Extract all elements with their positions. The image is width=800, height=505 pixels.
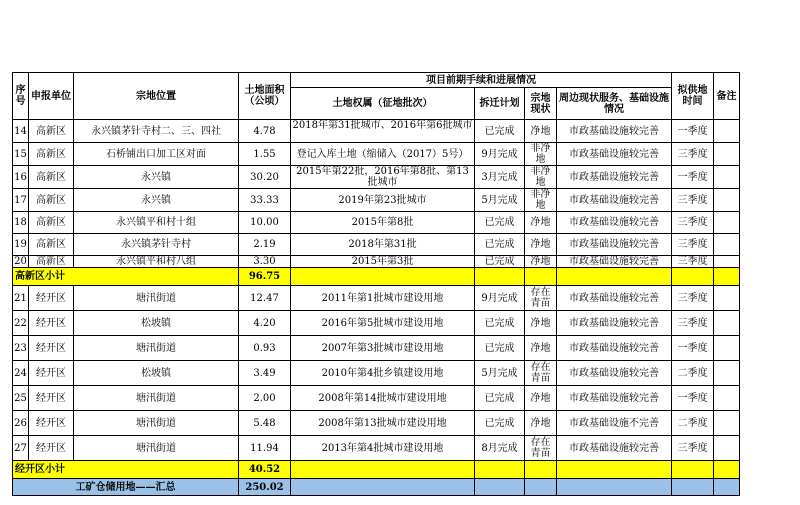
cell-supply-time: 二季度 — [672, 361, 714, 386]
cell-ownership: 2016年第5批城市建设用地 — [291, 311, 475, 336]
cell-remark — [714, 386, 740, 411]
cell-services: 市政基础设施较完善 — [557, 286, 672, 311]
cell-location: 塘汛街道 — [74, 286, 239, 311]
cell-seq: 23 — [13, 336, 29, 361]
cell-services: 市政基础设施较完善 — [557, 436, 672, 461]
cell-demolition: 已完成 — [475, 212, 525, 234]
cell-demolition: 9月完成 — [475, 143, 525, 166]
cell-location: 永兴镇茅针寺村二、三、四社 — [74, 120, 239, 143]
cell-supply-time: 三季度 — [672, 256, 714, 268]
cell-demolition: 已完成 — [475, 120, 525, 143]
cell-ownership: 2008年第13批城市建设用地 — [291, 411, 475, 436]
cell-status: 存在青苗 — [525, 286, 557, 311]
cell-seq: 16 — [13, 166, 29, 189]
cell-status: 净地 — [525, 336, 557, 361]
col-header-location: 宗地位置 — [74, 73, 239, 120]
cell-ownership: 2008年第14批城市建设用地 — [291, 386, 475, 411]
cell-remark — [714, 436, 740, 461]
cell-unit: 高新区 — [29, 256, 74, 268]
subtotal-label: 经开区小计 — [13, 461, 239, 479]
cell-status: 净地 — [525, 386, 557, 411]
cell-services: 市政基础设施较完善 — [557, 361, 672, 386]
cell-remark — [714, 336, 740, 361]
cell-seq: 24 — [13, 361, 29, 386]
cell-seq: 20 — [14, 256, 27, 267]
cell-area: 10.00 — [239, 212, 291, 234]
cell-location: 塘汛街道 — [74, 411, 239, 436]
cell-unit: 经开区 — [29, 311, 74, 336]
cell-ownership — [291, 166, 475, 189]
cell-supply-time: 三季度 — [672, 212, 714, 234]
cell-remark — [714, 234, 740, 256]
cell-remark — [714, 256, 740, 268]
cell-services: 市政基础设施较完善 — [557, 143, 672, 166]
cell-ownership: 2018年第31批 — [291, 234, 475, 256]
cell-services: 市政基础设施较完善 — [557, 189, 672, 212]
table-row — [13, 336, 740, 361]
subtotal-row — [13, 268, 740, 286]
cell-remark — [714, 120, 740, 143]
cell-unit: 经开区 — [29, 336, 74, 361]
cell-area: 5.48 — [239, 411, 291, 436]
cell-services: 市政基础设施较完善 — [557, 311, 672, 336]
table-row — [13, 212, 740, 234]
cell-status: 存在青苗 — [525, 361, 557, 386]
cell-seq: 15 — [13, 143, 29, 166]
cell-location: 塘汛街道 — [74, 436, 239, 461]
cell-unit: 经开区 — [29, 386, 74, 411]
cell-demolition: 5月完成 — [475, 361, 525, 386]
col-header-unit: 申报单位 — [29, 73, 74, 120]
cell-area: 4.20 — [239, 311, 291, 336]
cell-services: 市政基础设施较完善 — [557, 256, 672, 268]
cell-remark — [714, 212, 740, 234]
cell-status: 净地 — [525, 411, 557, 436]
cell-area: 2.00 — [239, 386, 291, 411]
cell-unit: 经开区 — [29, 361, 74, 386]
cell-location: 永兴镇 — [74, 189, 239, 212]
cell-status: 净地 — [525, 311, 557, 336]
subtotal-area: 96.75 — [239, 268, 291, 286]
cell-demolition: 已完成 — [475, 311, 525, 336]
cell-area: 1.55 — [239, 143, 291, 166]
cell-location: 塘汛街道 — [74, 336, 239, 361]
cell-status: 非净地 — [525, 166, 557, 189]
cell-seq: 25 — [13, 386, 29, 411]
cell-unit: 经开区 — [29, 411, 74, 436]
cell-supply-time: 一季度 — [672, 120, 714, 143]
col-header-ownership: 土地权属（征地批次） — [291, 88, 475, 120]
cell-remark — [714, 189, 740, 212]
table-row — [13, 256, 740, 268]
table-body — [13, 120, 740, 496]
cell-ownership: 2010年第4批乡镇建设用地 — [291, 361, 475, 386]
cell-area: 4.78 — [239, 120, 291, 143]
table-row — [13, 386, 740, 411]
cell-unit: 高新区 — [29, 234, 74, 256]
col-header-progress-group: 项目前期手续和进展情况 — [291, 73, 672, 88]
cell-ownership: 2015年第8批 — [291, 212, 475, 234]
cell-location: 永兴镇平和村八组 — [74, 256, 239, 268]
cell-seq: 21 — [13, 286, 29, 311]
table-row — [13, 436, 740, 461]
table-row — [13, 120, 740, 143]
cell-ownership-text: 2015年第22批，2016年第8批、第13批城市 — [296, 166, 469, 188]
cell-remark — [714, 361, 740, 386]
cell-area: 2.19 — [239, 234, 291, 256]
cell-status: 净地 — [525, 120, 557, 143]
cell-location: 松坡镇 — [74, 361, 239, 386]
cell-seq: 22 — [13, 311, 29, 336]
cell-seq: 14 — [13, 120, 29, 143]
cell-demolition: 已完成 — [475, 411, 525, 436]
cell-supply-time: 三季度 — [672, 143, 714, 166]
cell-demolition: 8月完成 — [475, 436, 525, 461]
subtotal-label: 高新区小计 — [13, 268, 239, 286]
cell-demolition: 已完成 — [475, 336, 525, 361]
table-row — [13, 286, 740, 311]
table-row — [13, 311, 740, 336]
cell-ownership: 2019年第23批城市 — [291, 189, 475, 212]
cell-status: 存在青苗 — [525, 436, 557, 461]
cell-area: 33.33 — [239, 189, 291, 212]
cell-unit: 经开区 — [29, 286, 74, 311]
cell-location: 永兴镇茅针寺村 — [74, 234, 239, 256]
cell-status: 净地 — [525, 234, 557, 256]
cell-status: 净地 — [525, 256, 557, 268]
cell-supply-time: 一季度 — [672, 386, 714, 411]
col-header-area: 土地面积（公顷） — [239, 73, 291, 120]
cell-services: 市政基础设施较完善 — [557, 234, 672, 256]
cell-remark — [714, 286, 740, 311]
cell-ownership — [291, 120, 475, 143]
grand-total-label: 工矿仓储用地——汇总 — [13, 479, 239, 496]
land-supply-table — [12, 72, 740, 496]
cell-unit: 高新区 — [29, 212, 74, 234]
col-header-services: 周边现状服务、基础设施情况 — [557, 88, 672, 120]
cell-area: 11.94 — [239, 436, 291, 461]
cell-location: 石桥铺出口加工区对面 — [74, 143, 239, 166]
cell-supply-time: 三季度 — [672, 436, 714, 461]
grand-total-row — [13, 479, 740, 496]
col-header-supply-time: 拟供地时间 — [672, 73, 714, 120]
cell-ownership: 2011年第1批城市建设用地 — [291, 286, 475, 311]
cell-remark — [714, 166, 740, 189]
cell-area: 30.20 — [239, 166, 291, 189]
cell-supply-time: 三季度 — [672, 189, 714, 212]
cell-area: 12.47 — [239, 286, 291, 311]
cell-demolition: 已完成 — [475, 386, 525, 411]
cell-services: 市政基础设施较完善 — [557, 212, 672, 234]
cell-seq: 18 — [13, 212, 29, 234]
cell-ownership: 登记入库土地（缩储入（2017）5号） — [291, 143, 475, 166]
cell-seq: 26 — [13, 411, 29, 436]
cell-demolition: 9月完成 — [475, 286, 525, 311]
col-header-demolition: 拆迁计划 — [475, 88, 525, 120]
col-header-status: 宗地现状 — [525, 88, 557, 120]
cell-ownership: 2015年第3批 — [291, 256, 475, 268]
col-header-seq: 序号 — [13, 73, 29, 120]
cell-seq: 27 — [13, 436, 29, 461]
cell-ownership: 2007年第3批城市建设用地 — [291, 336, 475, 361]
table-row — [13, 189, 740, 212]
cell-area: 3.30 — [239, 256, 291, 268]
cell-demolition: 3月完成 — [475, 166, 525, 189]
cell-supply-time: 三季度 — [672, 286, 714, 311]
cell-location: 永兴镇 — [74, 166, 239, 189]
cell-status: 非净地 — [525, 189, 557, 212]
cell-unit: 高新区 — [29, 166, 74, 189]
cell-location: 塘汛街道 — [74, 386, 239, 411]
cell-supply-time: 一季度 — [672, 336, 714, 361]
table-row — [13, 361, 740, 386]
cell-unit: 经开区 — [29, 436, 74, 461]
cell-ownership: 2013年第4批城市建设用地 — [291, 436, 475, 461]
grand-total-area: 250.02 — [239, 479, 291, 496]
cell-area: 3.49 — [239, 361, 291, 386]
cell-services: 市政基础设施较完善 — [557, 336, 672, 361]
cell-unit: 高新区 — [29, 189, 74, 212]
cell-area: 0.93 — [239, 336, 291, 361]
cell-demolition: 已完成 — [475, 234, 525, 256]
cell-seq: 19 — [13, 234, 29, 256]
cell-location: 永兴镇平和村十组 — [74, 212, 239, 234]
cell-location: 松坡镇 — [74, 311, 239, 336]
cell-remark — [714, 311, 740, 336]
cell-unit: 高新区 — [29, 143, 74, 166]
cell-ownership-text: 2018年第31批城市、2016年第6批城市 — [292, 120, 473, 131]
subtotal-row — [13, 461, 740, 479]
cell-remark — [714, 411, 740, 436]
cell-demolition: 5月完成 — [475, 189, 525, 212]
cell-services: 市政基础设施较完善 — [557, 386, 672, 411]
cell-supply-time: 三季度 — [672, 234, 714, 256]
table-row — [13, 143, 740, 166]
cell-demolition: 已完成 — [475, 256, 525, 268]
cell-supply-time: 二季度 — [672, 411, 714, 436]
cell-supply-time: 一季度 — [672, 166, 714, 189]
cell-services: 市政基础设施较完善 — [557, 120, 672, 143]
cell-unit: 高新区 — [29, 120, 74, 143]
subtotal-area: 40.52 — [239, 461, 291, 479]
cell-supply-time: 三季度 — [672, 311, 714, 336]
cell-remark — [714, 143, 740, 166]
cell-status: 非净地 — [525, 143, 557, 166]
cell-services: 市政基础设施不完善 — [557, 411, 672, 436]
cell-seq: 17 — [13, 189, 29, 212]
col-header-remark: 备注 — [714, 73, 740, 120]
table-row — [13, 234, 740, 256]
table-row — [13, 166, 740, 189]
table-row — [13, 411, 740, 436]
cell-services: 市政基础设施较完善 — [557, 166, 672, 189]
cell-status: 净地 — [525, 212, 557, 234]
